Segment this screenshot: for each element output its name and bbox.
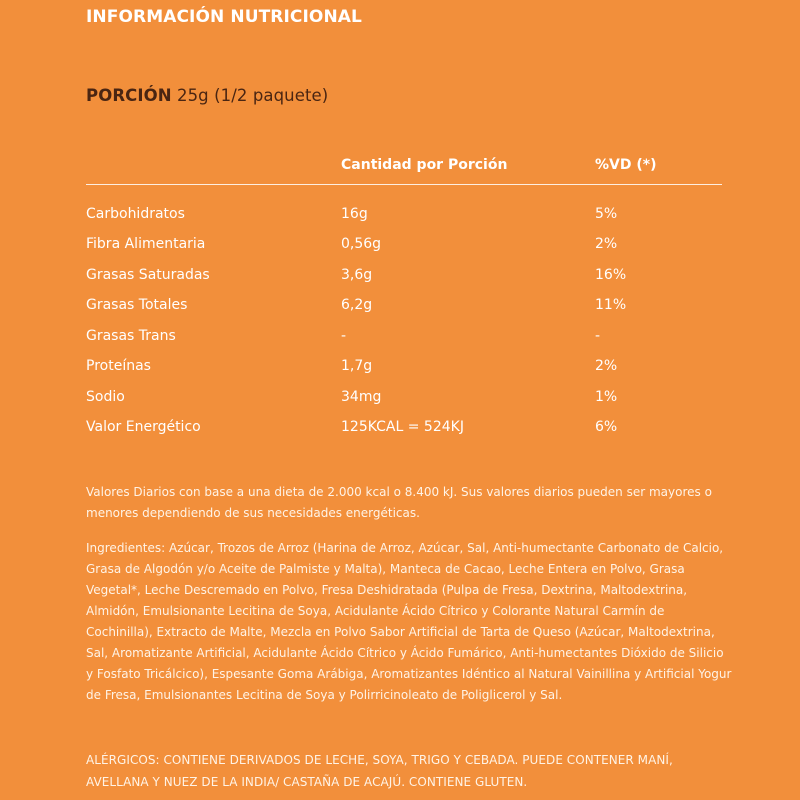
nutrient-name: Grasas Totales	[86, 297, 188, 313]
nutrient-daily-value: 5%	[595, 206, 618, 222]
nutrient-name: Grasas Saturadas	[86, 267, 210, 283]
nutrient-daily-value: 11%	[595, 297, 627, 313]
daily-values-note: Valores Diarios con base a una dieta de 2.000 kcal o 8.400 kJ. Sus valores diarios pueden ser mayores o menores dependiendo de sus necesidades energéticas.	[86, 485, 712, 520]
column-header-amount: Cantidad por Porción	[341, 157, 508, 173]
portion-line	[86, 86, 328, 105]
page-title: INFORMACIÓN NUTRICIONAL	[86, 7, 362, 27]
column-header-daily-value: %VD (*)	[595, 157, 657, 173]
header-divider	[86, 184, 722, 185]
nutrient-amount: 34mg	[341, 389, 382, 405]
table-row	[0, 236, 800, 262]
table-row	[0, 328, 800, 354]
nutrient-daily-value: 6%	[595, 419, 618, 435]
table-row	[0, 389, 800, 415]
table-row	[0, 297, 800, 323]
nutrient-daily-value: 2%	[595, 358, 618, 374]
nutrient-amount: 3,6g	[341, 267, 373, 283]
nutrient-amount: 1,7g	[341, 358, 373, 374]
nutrient-amount: 16g	[341, 206, 368, 222]
nutrient-name: Fibra Alimentaria	[86, 236, 206, 252]
nutrient-amount: -	[341, 328, 347, 344]
allergens-text: ALÉRGICOS: CONTIENE DERIVADOS DE LECHE, SOYA, TRIGO Y CEBADA. PUEDE CONTENER MANÍ, AVELLANA Y NUEZ DE LA INDIA/ CASTAÑA DE ACAJÚ. CONTIENE GLUTEN.	[86, 753, 673, 789]
nutrient-name: Grasas Trans	[86, 328, 176, 344]
nutrient-daily-value: -	[595, 328, 601, 344]
nutrient-amount: 0,56g	[341, 236, 382, 252]
nutrient-name: Carbohidratos	[86, 206, 185, 222]
table-row	[0, 419, 800, 445]
portion-label: PORCIÓN	[86, 86, 172, 105]
nutrient-name: Proteínas	[86, 358, 151, 374]
nutrient-daily-value: 16%	[595, 267, 627, 283]
table-row	[0, 206, 800, 232]
nutrient-name: Sodio	[86, 389, 125, 405]
nutrient-amount: 6,2g	[341, 297, 373, 313]
nutrient-daily-value: 1%	[595, 389, 618, 405]
nutrient-daily-value: 2%	[595, 236, 618, 252]
ingredients-text: Ingredientes: Azúcar, Trozos de Arroz (Harina de Arroz, Azúcar, Sal, Anti-humectante Carbonato de Calcio, Grasa de Algodón y/o Aceite de Palmiste y Malta), Manteca de Cacao, Leche Entera en Polvo, Grasa Vegetal*, Leche Descremado en Polvo, Fresa Deshidratada (Pulpa de Fresa, Dextrina, Maltodextrina, Almidón, Emulsionante Lecitina de Soya, Acidulante Ácido Cítrico y Colorante Natural Carmín de Cochinilla), Extracto de Malte, Mezcla en Polvo Sabor Artificial de Tarta de Queso (Azúcar, Maltodextrina, Sal, Aromatizante Artificial, Acidulante Ácido Cítrico y Ácido Fumárico, Anti-humectantes Dióxido de Silicio y Fosfato Tricálcico), Espesante Goma Arábiga, Aromatizantes Idéntico al Natural Vainillina y Artificial Yogur de Fresa, Emulsionantes Lecitina de Soya y Polirricinoleato de Poliglicerol y Sal.	[86, 541, 732, 702]
nutrient-name: Valor Energético	[86, 419, 201, 435]
table-row	[0, 267, 800, 293]
portion-value: 25g (1/2 paquete)	[176, 86, 329, 105]
table-row	[0, 358, 800, 384]
nutrient-amount: 125KCAL = 524KJ	[341, 419, 464, 435]
